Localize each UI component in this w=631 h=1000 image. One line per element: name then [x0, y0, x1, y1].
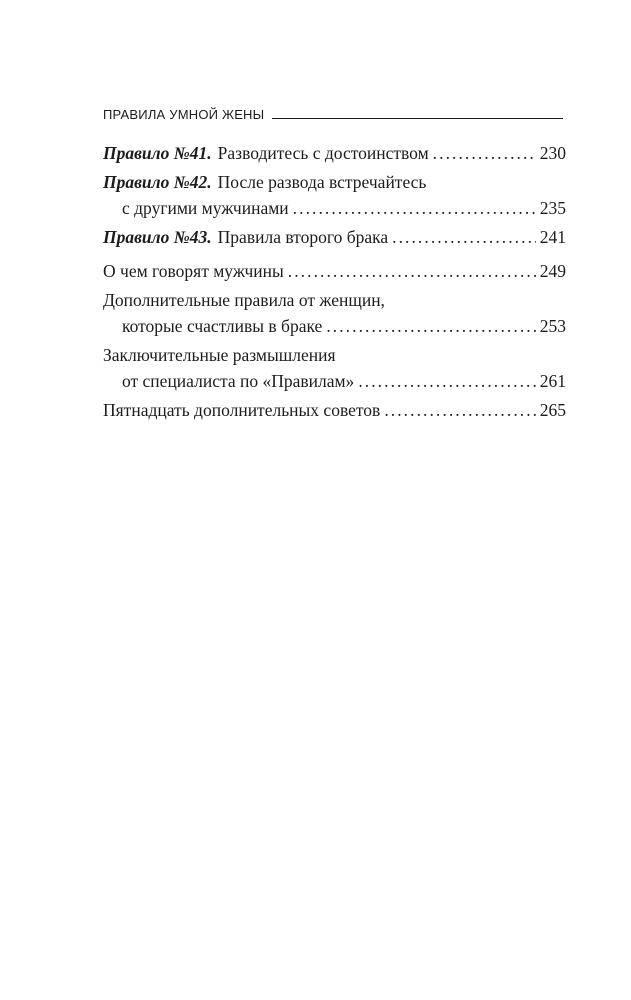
page-number: 253: [539, 316, 566, 336]
toc-entry-title-continued: от специалиста по «Правилам»: [122, 371, 355, 391]
dot-leader: [384, 397, 535, 423]
page-number: 235: [539, 198, 566, 218]
page-number: 230: [539, 143, 566, 163]
toc-entry-title: Правила второго брака: [217, 227, 389, 247]
toc-entry-title: О чем говорят мужчины: [103, 261, 284, 281]
toc-line-continuation: [103, 368, 566, 394]
toc-entry-rule-41[interactable]: [103, 140, 566, 166]
toc-entry-title-continued: которые счастливы в браке: [122, 316, 323, 336]
toc-entry-fifteen-tips[interactable]: [103, 397, 566, 423]
toc-line: [103, 140, 566, 166]
toc-entry-title: После развода встречайтесь: [217, 172, 427, 192]
toc-line-continuation: [103, 195, 566, 221]
header-rule: [272, 118, 563, 119]
running-header: [103, 102, 563, 122]
toc-line: [103, 258, 566, 284]
rule-label: Правило №42.: [103, 172, 212, 192]
toc-line: [103, 397, 566, 423]
page-number: 261: [539, 371, 566, 391]
dot-leader: [288, 258, 536, 284]
dot-leader: [433, 140, 536, 166]
toc-entry-title: Дополнительные правила от женщин,: [103, 290, 385, 310]
toc-entry-what-men-say[interactable]: [103, 258, 566, 284]
running-header-title: ПРАВИЛА УМНОЙ ЖЕНЫ: [103, 107, 265, 122]
toc-entry-title: Заключительные размышления: [103, 345, 336, 365]
toc-entry-title-continued: с другими мужчинами: [122, 198, 289, 218]
toc-line: [103, 169, 566, 195]
toc-line: [103, 224, 566, 250]
dot-leader: [326, 313, 535, 339]
toc-entry-rule-43[interactable]: [103, 224, 566, 250]
page-number: 241: [539, 227, 566, 247]
toc-entry-title: Разводитесь с достоинством: [217, 143, 429, 163]
toc-entry-final-thoughts[interactable]: [103, 342, 566, 394]
rule-label: Правило №41.: [103, 143, 212, 163]
toc-line: [103, 287, 566, 313]
rule-label: Правило №43.: [103, 227, 212, 247]
toc-line-continuation: [103, 313, 566, 339]
page-number: 249: [539, 261, 566, 281]
page-number: 265: [539, 400, 566, 420]
toc-entry-rule-42[interactable]: [103, 169, 566, 221]
toc-line: [103, 342, 566, 368]
dot-leader: [392, 224, 536, 250]
table-of-contents: [103, 140, 566, 423]
toc-entry-additional-rules[interactable]: [103, 287, 566, 339]
dot-leader: [358, 368, 535, 394]
dot-leader: [293, 195, 536, 221]
toc-entry-title: Пятнадцать дополнительных советов: [103, 400, 381, 420]
